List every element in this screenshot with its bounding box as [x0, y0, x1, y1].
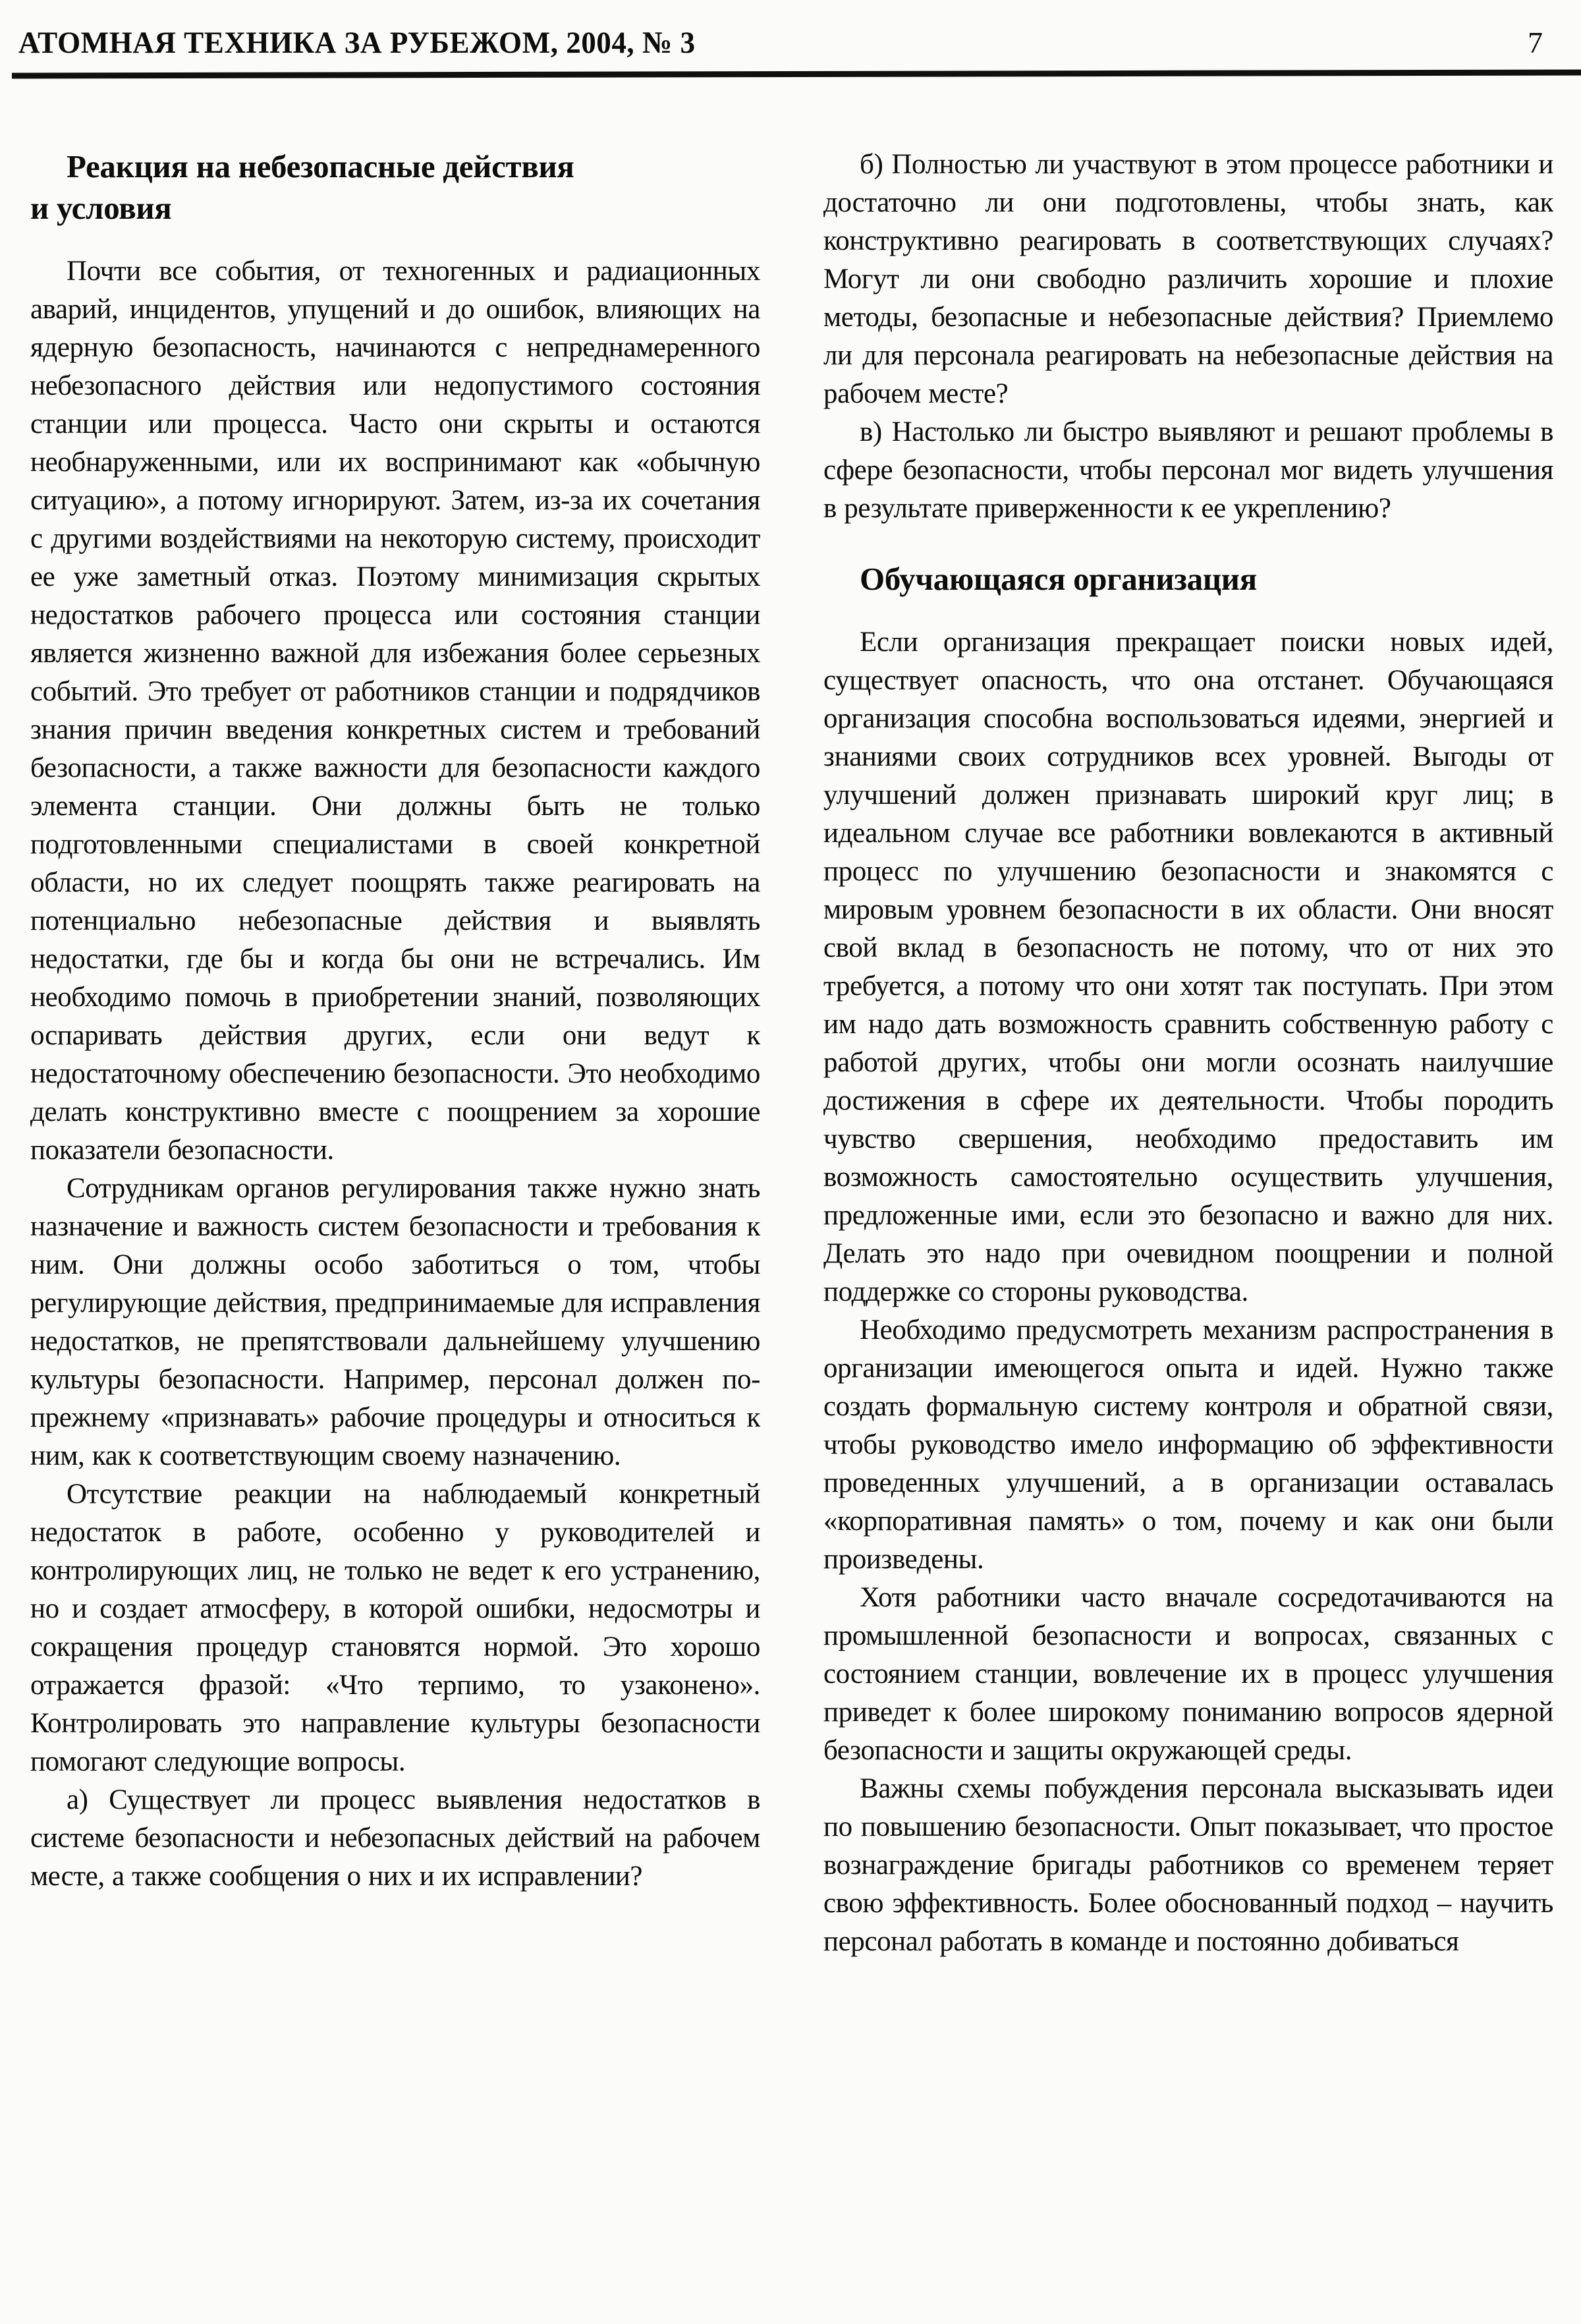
- paragraph: Если организация прекращает поиски новых идей, существует опасность, что она отстанет. Обучающаяся организация способна воспользоваться идеями, энергией и знаниями своих сотрудников всех уровней. Выгоды от улучшений должен признавать широкий круг лиц; в идеальном случае все работники вовлекаются в активный процесс по улучшению безопасности и знакомятся с мировым уровнем безопасности в их области. Они вносят свой вклад в безопасность не потому, что от них это требуется, а потому что они хотят так поступать. При этом им надо дать возможность сравнить собственную работу с работой других, чтобы они могли осознать наилучшие достижения в сфере их деятельности. Чтобы породить чувство свершения, необходимо предоставить им возможность самостоятельно осуществить улучшения, предложенные ими, если это безопасно и важно для них. Делать это надо при очевидном поощрении и полной поддержке со стороны руководства.: [823, 627, 1553, 1307]
- page-number: 7: [1528, 26, 1543, 59]
- paragraph: Хотя работники часто вначале сосредотачиваются на промышленной безопасности и вопросах, связанных с состоянием станции, вовлечение их в процесс улучшения приведет к более широкому пониманию вопросов ядерной безопасности и защиты окружающей среды.: [823, 1582, 1553, 1766]
- paragraph-question-v: в) Настолько ли быстро выявляют и решают проблемы в сфере безопасности, чтобы персонал мог видеть улучшения в результате приверженности к ее укреплению?: [823, 416, 1553, 524]
- paragraph: Отсутствие реакции на наблюдаемый конкретный недостаток в работе, особенно у руководителей и контролирующих лиц, не только не ведет к его устранению, но и создает атмосферу, в которой ошибки, недосмотры и сокращения процедур становятся нормой. Это хорошо отражается фразой: «Что терпимо, то узаконено». Контролировать это направление культуры безопасности помогают следующие вопросы.: [30, 1479, 760, 1777]
- page-header: [0, 0, 1581, 61]
- paragraph: Необходимо предусмотреть механизм распространения в организации имеющегося опыта и идей. Нужно также создать формальную систему контроля и обратной связи, чтобы руководство имело информацию об эффективности проведенных улучшений, а в организации оставалась «корпоративная память» о том, почему и как они были произведены.: [823, 1315, 1553, 1575]
- paragraph: Сотрудникам органов регулирования также нужно знать назначение и важность систем безопасности и требования к ним. Они должны особо заботиться о том, чтобы регулирующие действия, предпринимаемые для исправления недостатков, не препятствовали дальнейшему улучшению культуры безопасности. Например, персонал должен по-прежнему «признавать» рабочие процедуры и относиться к ним, как к соответствующим своему назначению.: [30, 1173, 760, 1471]
- right-column: [823, 146, 1553, 1961]
- section-heading-reaction-to-unsafe-acts: Реакция на небезопасные действия и условия: [30, 148, 574, 226]
- paragraph: Важны схемы побуждения персонала высказывать идеи по повышению безопасности. Опыт показывает, что простое вознаграждение бригады работников со временем теряет свою эффективность. Более обоснованный подход – научить персонал работать в команде и постоянно добиваться: [823, 1773, 1553, 1957]
- left-column: [30, 146, 760, 1961]
- paragraph-question-b: б) Полностью ли участвуют в этом процессе работники и достаточно ли они подготовлены, чтобы знать, как конструктивно реагировать в соответствующих случаях? Могут ли они свободно различить хорошие и плохие методы, безопасные и небезопасные действия? Приемлемо ли для персонала реагировать на небезопасные действия на рабочем месте?: [823, 149, 1553, 409]
- paragraph: Почти все события, от техногенных и радиационных аварий, инцидентов, упущений и до ошибок, влияющих на ядерную безопасность, начинаются с непреднамеренного небезопасного действия или недопустимого состояния станции или процесса. Часто они скрыты и остаются необнаруженными, или их воспринимают как «обычную ситуацию», а потому игнорируют. Затем, из-за их сочетания с другими воздействиями на некоторую систему, происходит ее уже заметный отказ. Поэтому минимизация скрытых недостатков рабочего процесса или состояния станции является жизненно важной для избежания более серьезных событий. Это требует от работников станции и подрядчиков знания причин введения конкретных систем и требований безопасности, а также важности для безопасности каждого элемента станции. Они должны быть не только подготовленными специалистами в своей конкретной области, но их следует поощрять также реагировать на потенциально небезопасные действия и выявлять недостатки, где бы и когда бы они не встречались. Им необходимо помочь в приобретении знаний, позволяющих оспаривать действия других, если они ведут к недостаточному обеспечению безопасности. Это необходимо делать конструктивно вместе с поощрением за хорошие показатели безопасности.: [30, 256, 760, 1166]
- section-heading-learning-organization: Обучающаяся организация: [860, 561, 1257, 597]
- journal-title: АТОМНАЯ ТЕХНИКА ЗА РУБЕЖОМ, 2004, № 3: [18, 26, 696, 60]
- two-column-layout: [0, 77, 1581, 1961]
- paragraph-question-a: а) Существует ли процесс выявления недостатков в системе безопасности и небезопасных действий на рабочем месте, а также сообщения о них и их исправлении?: [30, 1784, 760, 1892]
